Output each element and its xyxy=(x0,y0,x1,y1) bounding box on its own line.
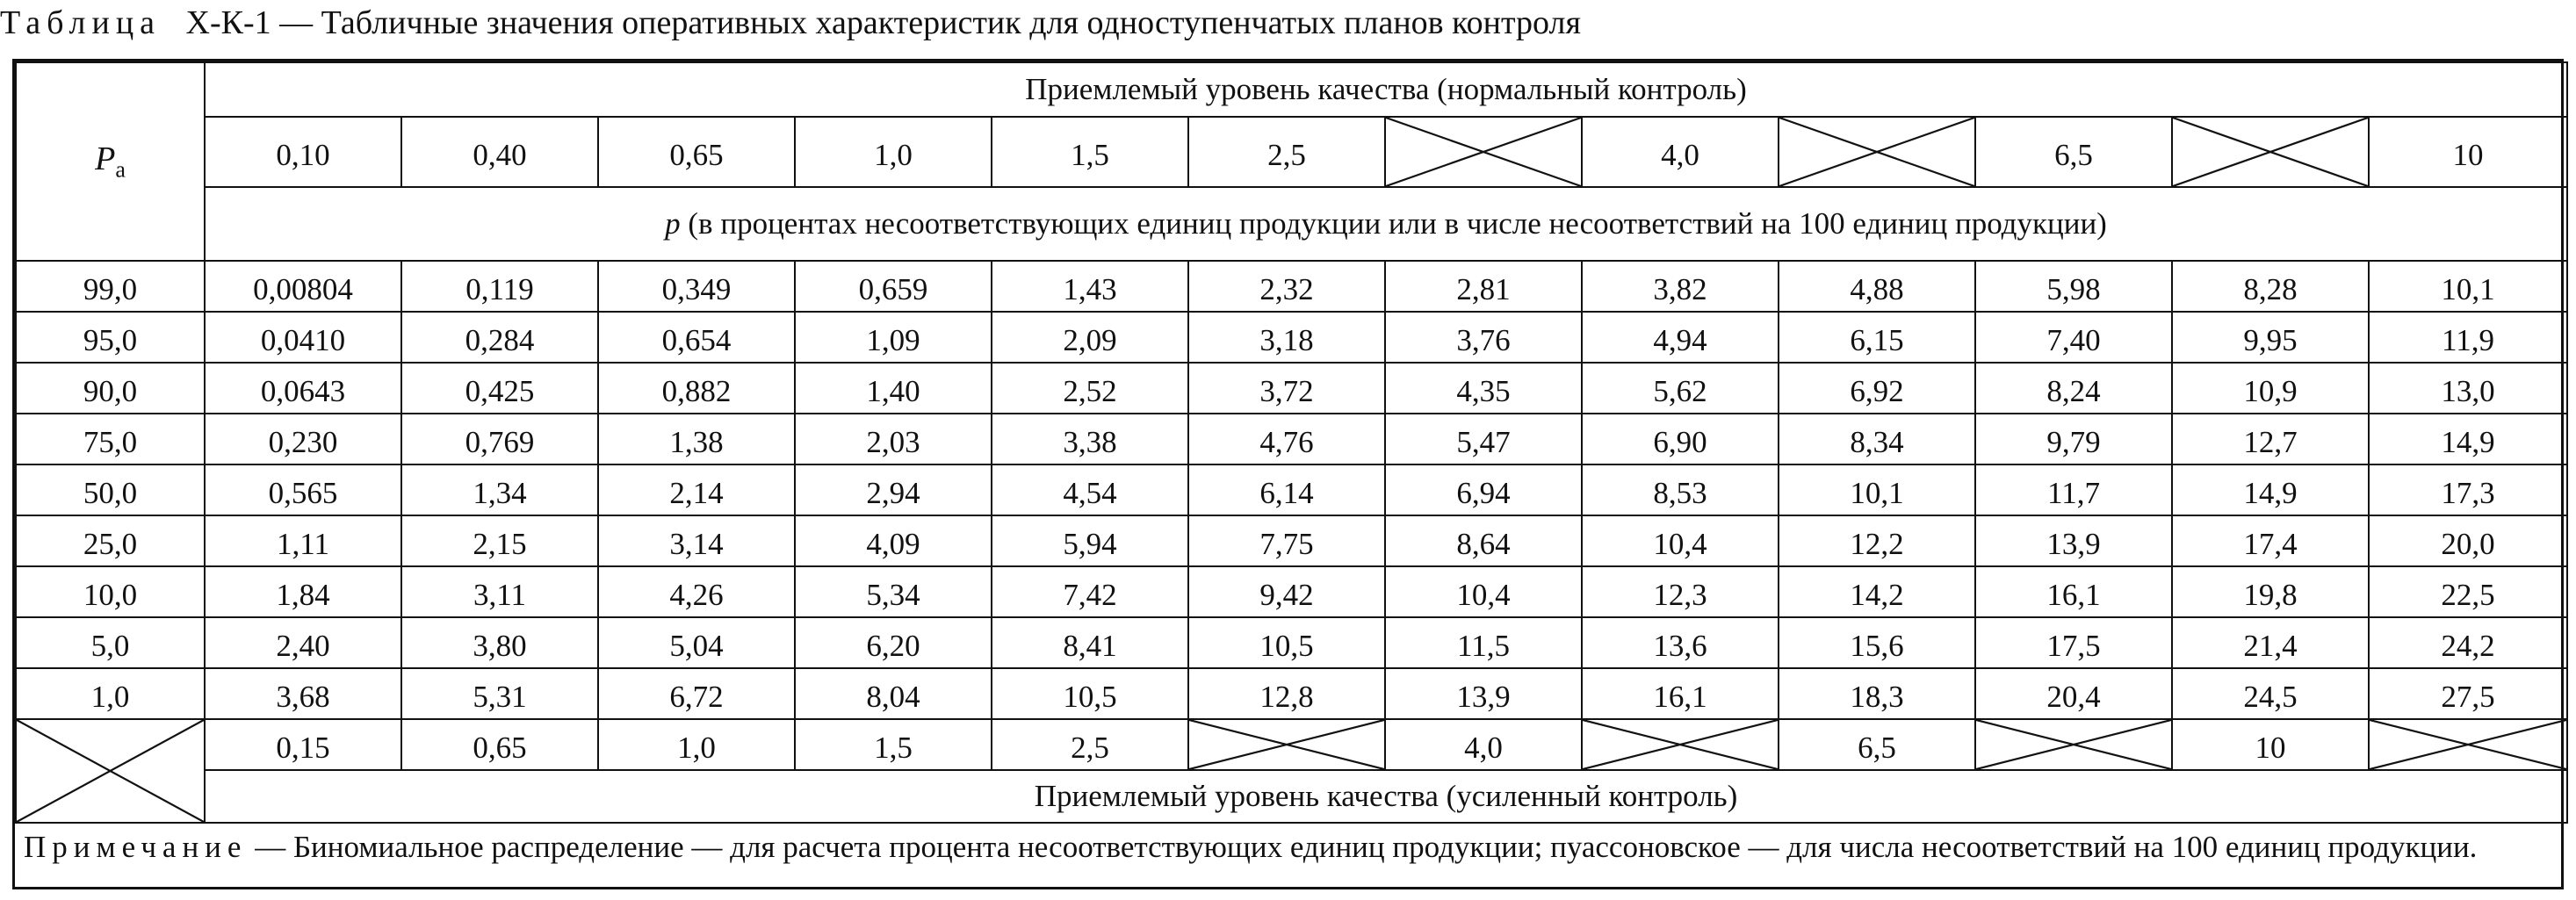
tightened-aql-cell: 0,15 xyxy=(205,719,401,770)
p-value-cell: 17,4 xyxy=(2172,515,2369,566)
p-value-cell: 27,5 xyxy=(2369,668,2567,719)
p-value-cell: 3,82 xyxy=(1582,261,1779,312)
cross-out-icon xyxy=(1386,118,1581,186)
p-value-cell: 5,04 xyxy=(598,617,795,668)
p-value-cell: 6,15 xyxy=(1779,312,1975,363)
p-header xyxy=(205,187,2567,261)
tightened-aql-cell: 4,0 xyxy=(1385,719,1582,770)
p-value-cell: 4,76 xyxy=(1188,414,1385,464)
p-value-cell: 4,88 xyxy=(1779,261,1975,312)
pa-value-cell: 1,0 xyxy=(16,668,205,719)
p-value-cell: 7,42 xyxy=(992,566,1188,617)
table-row xyxy=(16,566,2567,617)
p-value-cell: 13,6 xyxy=(1582,617,1779,668)
p-value-cell: 5,47 xyxy=(1385,414,1582,464)
p-value-cell: 7,40 xyxy=(1975,312,2172,363)
tightened-inspection-header: Приемлемый уровень качества (усиленный контроль) xyxy=(205,770,2567,823)
normal-aql-empty-cell xyxy=(1779,117,1975,187)
pa-value-cell: 99,0 xyxy=(16,261,205,312)
p-value-cell: 0,882 xyxy=(598,363,795,414)
p-value-cell: 8,24 xyxy=(1975,363,2172,414)
p-value-cell: 16,1 xyxy=(1975,566,2172,617)
p-value-cell: 11,5 xyxy=(1385,617,1582,668)
pa-value-cell: 5,0 xyxy=(16,617,205,668)
p-value-cell: 0,654 xyxy=(598,312,795,363)
p-value-cell: 14,9 xyxy=(2369,414,2567,464)
pa-value-cell: 10,0 xyxy=(16,566,205,617)
p-value-cell: 10,5 xyxy=(1188,617,1385,668)
cross-out-icon xyxy=(1583,720,1778,769)
normal-inspection-header: Приемлемый уровень качества (нормальный контроль) xyxy=(205,62,2567,117)
p-value-cell: 5,31 xyxy=(401,668,598,719)
pa-symbol: P xyxy=(95,140,116,178)
p-value-cell: 1,43 xyxy=(992,261,1188,312)
normal-aql-cell: 0,65 xyxy=(598,117,795,187)
p-value-cell: 5,98 xyxy=(1975,261,2172,312)
p-value-cell: 10,5 xyxy=(992,668,1188,719)
p-value-cell: 4,94 xyxy=(1582,312,1779,363)
p-value-cell: 6,20 xyxy=(795,617,992,668)
p-value-cell: 4,26 xyxy=(598,566,795,617)
p-value-cell: 6,94 xyxy=(1385,464,1582,515)
p-value-cell: 4,09 xyxy=(795,515,992,566)
normal-aql-cell: 6,5 xyxy=(1975,117,2172,187)
cross-out-icon xyxy=(2173,118,2368,186)
table-row xyxy=(16,414,2567,464)
p-value-cell: 8,41 xyxy=(992,617,1188,668)
table-row xyxy=(16,668,2567,719)
p-value-cell: 22,5 xyxy=(2369,566,2567,617)
p-value-cell: 9,42 xyxy=(1188,566,1385,617)
p-value-cell: 3,72 xyxy=(1188,363,1385,414)
normal-aql-cell: 0,40 xyxy=(401,117,598,187)
p-value-cell: 12,2 xyxy=(1779,515,1975,566)
p-value-cell: 7,75 xyxy=(1188,515,1385,566)
p-value-cell: 17,5 xyxy=(1975,617,2172,668)
pa-subscript: a xyxy=(115,156,126,183)
p-value-cell: 15,6 xyxy=(1779,617,1975,668)
p-symbol: p xyxy=(665,206,681,241)
tightened-aql-cell: 10 xyxy=(2172,719,2369,770)
p-value-cell: 17,3 xyxy=(2369,464,2567,515)
cross-out-icon xyxy=(17,720,204,822)
cross-out-icon xyxy=(1779,118,1974,186)
tightened-aql-cell: 1,5 xyxy=(795,719,992,770)
p-value-cell: 6,90 xyxy=(1582,414,1779,464)
pa-value-cell: 75,0 xyxy=(16,414,205,464)
p-value-cell: 2,03 xyxy=(795,414,992,464)
p-value-cell: 20,0 xyxy=(2369,515,2567,566)
p-value-cell: 14,2 xyxy=(1779,566,1975,617)
p-value-cell: 0,119 xyxy=(401,261,598,312)
p-value-cell: 3,11 xyxy=(401,566,598,617)
normal-aql-empty-cell xyxy=(1385,117,1582,187)
p-value-cell: 24,5 xyxy=(2172,668,2369,719)
pa-header-cell xyxy=(16,62,205,261)
p-value-cell: 8,64 xyxy=(1385,515,1582,566)
p-value-cell: 2,81 xyxy=(1385,261,1582,312)
p-value-cell: 0,659 xyxy=(795,261,992,312)
p-value-cell: 21,4 xyxy=(2172,617,2369,668)
note-text: — Биномиальное распределение — для расчета процента несоответствующих единиц продукции; пуассоновское — для числа несоответствий на 100 единиц продукции. xyxy=(255,830,2478,864)
normal-aql-cell: 0,10 xyxy=(205,117,401,187)
p-value-cell: 11,7 xyxy=(1975,464,2172,515)
p-value-cell: 3,76 xyxy=(1385,312,1582,363)
p-value-cell: 2,52 xyxy=(992,363,1188,414)
note-label: Примечание xyxy=(24,830,248,864)
p-value-cell: 0,769 xyxy=(401,414,598,464)
tightened-aql-empty-cell xyxy=(1975,719,2172,770)
p-value-cell: 20,4 xyxy=(1975,668,2172,719)
p-value-cell: 0,0410 xyxy=(205,312,401,363)
p-value-cell: 2,15 xyxy=(401,515,598,566)
p-value-cell: 6,14 xyxy=(1188,464,1385,515)
p-value-cell: 12,8 xyxy=(1188,668,1385,719)
p-value-cell: 5,94 xyxy=(992,515,1188,566)
p-value-cell: 24,2 xyxy=(2369,617,2567,668)
p-value-cell: 9,79 xyxy=(1975,414,2172,464)
normal-aql-cell: 4,0 xyxy=(1582,117,1779,187)
cross-out-icon xyxy=(2370,720,2566,769)
p-value-cell: 10,9 xyxy=(2172,363,2369,414)
p-value-cell: 16,1 xyxy=(1582,668,1779,719)
p-value-cell: 1,38 xyxy=(598,414,795,464)
table-caption xyxy=(0,0,1581,46)
normal-aql-cell: 2,5 xyxy=(1188,117,1385,187)
pa-value-cell: 25,0 xyxy=(16,515,205,566)
p-value-cell: 2,09 xyxy=(992,312,1188,363)
table-row xyxy=(16,261,2567,312)
tightened-aql-cell: 0,65 xyxy=(401,719,598,770)
p-value-cell: 8,28 xyxy=(2172,261,2369,312)
table-row xyxy=(16,363,2567,414)
normal-aql-cell: 1,0 xyxy=(795,117,992,187)
p-value-cell: 8,04 xyxy=(795,668,992,719)
p-header-text: (в процентах несоответствующих единиц продукции или в числе несоответствий на 100 единиц продукции) xyxy=(688,206,2107,241)
p-value-cell: 2,14 xyxy=(598,464,795,515)
p-value-cell: 12,7 xyxy=(2172,414,2369,464)
p-value-cell: 1,84 xyxy=(205,566,401,617)
caption-label: Таблица xyxy=(0,4,162,41)
tightened-aql-empty-cell xyxy=(2369,719,2567,770)
corner-empty-cell xyxy=(16,719,205,823)
normal-aql-row xyxy=(16,117,2567,187)
pa-value-cell: 95,0 xyxy=(16,312,205,363)
p-value-cell: 2,94 xyxy=(795,464,992,515)
p-value-cell: 10,1 xyxy=(1779,464,1975,515)
table-row xyxy=(16,515,2567,566)
p-value-cell: 1,40 xyxy=(795,363,992,414)
caption-text: — Табличные значения оперативных характеристик для одноступенчатых планов контроля xyxy=(279,4,1581,41)
table-row xyxy=(16,464,2567,515)
p-value-cell: 18,3 xyxy=(1779,668,1975,719)
p-value-cell: 3,14 xyxy=(598,515,795,566)
table-row xyxy=(16,617,2567,668)
p-value-cell: 9,95 xyxy=(2172,312,2369,363)
p-value-cell: 0,284 xyxy=(401,312,598,363)
pa-value-cell: 50,0 xyxy=(16,464,205,515)
oc-table xyxy=(12,59,2564,889)
tightened-aql-cell: 6,5 xyxy=(1779,719,1975,770)
tightened-aql-cell: 1,0 xyxy=(598,719,795,770)
p-value-cell: 6,92 xyxy=(1779,363,1975,414)
p-value-cell: 11,9 xyxy=(2369,312,2567,363)
p-value-cell: 0,349 xyxy=(598,261,795,312)
p-value-cell: 13,0 xyxy=(2369,363,2567,414)
p-value-cell: 2,32 xyxy=(1188,261,1385,312)
p-value-cell: 10,4 xyxy=(1385,566,1582,617)
tightened-aql-row xyxy=(16,719,2567,770)
p-value-cell: 0,230 xyxy=(205,414,401,464)
p-value-cell: 13,9 xyxy=(1975,515,2172,566)
p-value-cell: 1,34 xyxy=(401,464,598,515)
p-value-cell: 3,68 xyxy=(205,668,401,719)
normal-aql-cell: 1,5 xyxy=(992,117,1188,187)
p-value-cell: 8,53 xyxy=(1582,464,1779,515)
p-value-cell: 2,40 xyxy=(205,617,401,668)
p-value-cell: 0,0643 xyxy=(205,363,401,414)
p-value-cell: 1,11 xyxy=(205,515,401,566)
tightened-aql-empty-cell xyxy=(1188,719,1385,770)
p-value-cell: 13,9 xyxy=(1385,668,1582,719)
cross-out-icon xyxy=(1189,720,1384,769)
p-value-cell: 0,425 xyxy=(401,363,598,414)
p-value-cell: 0,565 xyxy=(205,464,401,515)
p-value-cell: 10,1 xyxy=(2369,261,2567,312)
table-row xyxy=(16,312,2567,363)
p-value-cell: 0,00804 xyxy=(205,261,401,312)
p-value-cell: 6,72 xyxy=(598,668,795,719)
p-value-cell: 3,80 xyxy=(401,617,598,668)
tightened-header-row xyxy=(16,770,2567,823)
pa-value-cell: 90,0 xyxy=(16,363,205,414)
p-value-cell: 4,35 xyxy=(1385,363,1582,414)
cross-out-icon xyxy=(1976,720,2171,769)
table-note xyxy=(15,824,2561,887)
p-value-cell: 3,18 xyxy=(1188,312,1385,363)
p-value-cell: 4,54 xyxy=(992,464,1188,515)
p-value-cell: 12,3 xyxy=(1582,566,1779,617)
p-value-cell: 19,8 xyxy=(2172,566,2369,617)
p-value-cell: 8,34 xyxy=(1779,414,1975,464)
caption-id: Х-К-1 xyxy=(185,4,271,41)
p-value-cell: 3,38 xyxy=(992,414,1188,464)
normal-aql-empty-cell xyxy=(2172,117,2369,187)
p-value-cell: 5,34 xyxy=(795,566,992,617)
p-value-cell: 10,4 xyxy=(1582,515,1779,566)
p-value-cell: 14,9 xyxy=(2172,464,2369,515)
tightened-aql-cell: 2,5 xyxy=(992,719,1188,770)
p-value-cell: 5,62 xyxy=(1582,363,1779,414)
tightened-aql-empty-cell xyxy=(1582,719,1779,770)
normal-aql-cell: 10 xyxy=(2369,117,2567,187)
p-value-cell: 1,09 xyxy=(795,312,992,363)
